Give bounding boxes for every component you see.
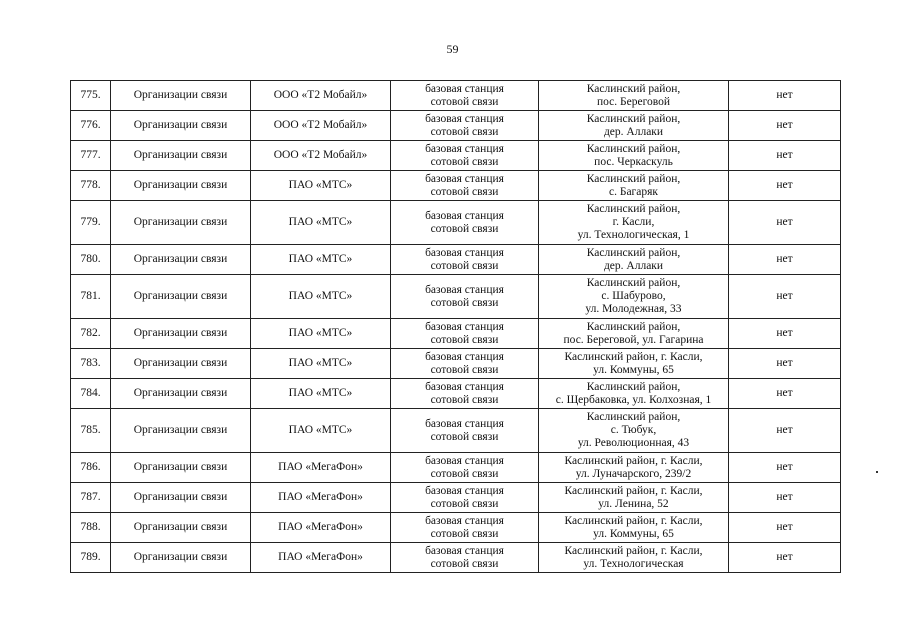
- object-type-cell: базовая станция сотовой связи: [391, 275, 539, 319]
- value-cell: нет: [729, 275, 841, 319]
- address-cell: Каслинский район, г. Касли, ул. Коммуны, 65: [539, 513, 729, 543]
- scan-speck: [876, 471, 878, 473]
- table-row: [71, 245, 841, 275]
- value-cell: нет: [729, 245, 841, 275]
- row-number: 786.: [71, 453, 111, 483]
- organization-cell: ПАО «МегаФон»: [251, 543, 391, 573]
- category-cell: Организации связи: [111, 513, 251, 543]
- organization-cell: ПАО «МТС»: [251, 275, 391, 319]
- table-row: [71, 319, 841, 349]
- address-cell: Каслинский район, г. Касли, ул. Луначарского, 239/2: [539, 453, 729, 483]
- table-body: [71, 81, 841, 573]
- registry-table: [70, 80, 841, 573]
- address-cell: Каслинский район, с. Шабурово, ул. Молодежная, 33: [539, 275, 729, 319]
- object-type-cell: базовая станция сотовой связи: [391, 111, 539, 141]
- address-cell: Каслинский район, г. Касли, ул. Технологическая, 1: [539, 201, 729, 245]
- value-cell: нет: [729, 349, 841, 379]
- value-cell: нет: [729, 483, 841, 513]
- category-cell: Организации связи: [111, 409, 251, 453]
- row-number: 787.: [71, 483, 111, 513]
- table-row: [71, 171, 841, 201]
- organization-cell: ПАО «МТС»: [251, 379, 391, 409]
- object-type-cell: базовая станция сотовой связи: [391, 349, 539, 379]
- organization-cell: ПАО «МегаФон»: [251, 513, 391, 543]
- organization-cell: ПАО «МТС»: [251, 245, 391, 275]
- object-type-cell: базовая станция сотовой связи: [391, 409, 539, 453]
- address-cell: Каслинский район, пос. Береговой: [539, 81, 729, 111]
- object-type-cell: базовая станция сотовой связи: [391, 245, 539, 275]
- category-cell: Организации связи: [111, 245, 251, 275]
- object-type-cell: базовая станция сотовой связи: [391, 171, 539, 201]
- address-cell: Каслинский район, дер. Аллаки: [539, 111, 729, 141]
- category-cell: Организации связи: [111, 141, 251, 171]
- object-type-cell: базовая станция сотовой связи: [391, 453, 539, 483]
- table-row: [71, 453, 841, 483]
- address-cell: Каслинский район, г. Касли, ул. Технологическая: [539, 543, 729, 573]
- category-cell: Организации связи: [111, 275, 251, 319]
- category-cell: Организации связи: [111, 111, 251, 141]
- organization-cell: ООО «Т2 Мобайл»: [251, 141, 391, 171]
- address-cell: Каслинский район, с. Щербаковка, ул. Колхозная, 1: [539, 379, 729, 409]
- object-type-cell: базовая станция сотовой связи: [391, 141, 539, 171]
- address-cell: Каслинский район, дер. Аллаки: [539, 245, 729, 275]
- value-cell: нет: [729, 543, 841, 573]
- category-cell: Организации связи: [111, 453, 251, 483]
- row-number: 781.: [71, 275, 111, 319]
- address-cell: Каслинский район, пос. Черкаскуль: [539, 141, 729, 171]
- category-cell: Организации связи: [111, 171, 251, 201]
- table-row: [71, 409, 841, 453]
- row-number: 788.: [71, 513, 111, 543]
- address-cell: Каслинский район, с. Багаряк: [539, 171, 729, 201]
- table-row: [71, 201, 841, 245]
- row-number: 789.: [71, 543, 111, 573]
- page-number: 59: [446, 42, 459, 56]
- table-row: [71, 111, 841, 141]
- table-row: [71, 349, 841, 379]
- address-cell: Каслинский район, пос. Береговой, ул. Гагарина: [539, 319, 729, 349]
- category-cell: Организации связи: [111, 349, 251, 379]
- object-type-cell: базовая станция сотовой связи: [391, 319, 539, 349]
- category-cell: Организации связи: [111, 201, 251, 245]
- organization-cell: ПАО «МегаФон»: [251, 483, 391, 513]
- category-cell: Организации связи: [111, 379, 251, 409]
- row-number: 783.: [71, 349, 111, 379]
- row-number: 784.: [71, 379, 111, 409]
- object-type-cell: базовая станция сотовой связи: [391, 201, 539, 245]
- row-number: 785.: [71, 409, 111, 453]
- row-number: 778.: [71, 171, 111, 201]
- value-cell: нет: [729, 453, 841, 483]
- object-type-cell: базовая станция сотовой связи: [391, 483, 539, 513]
- value-cell: нет: [729, 409, 841, 453]
- value-cell: нет: [729, 171, 841, 201]
- object-type-cell: базовая станция сотовой связи: [391, 379, 539, 409]
- value-cell: нет: [729, 319, 841, 349]
- organization-cell: ООО «Т2 Мобайл»: [251, 111, 391, 141]
- table-row: [71, 379, 841, 409]
- category-cell: Организации связи: [111, 483, 251, 513]
- row-number: 775.: [71, 81, 111, 111]
- address-cell: Каслинский район, г. Касли, ул. Коммуны, 65: [539, 349, 729, 379]
- table-row: [71, 543, 841, 573]
- category-cell: Организации связи: [111, 543, 251, 573]
- address-cell: Каслинский район, с. Тюбук, ул. Революционная, 43: [539, 409, 729, 453]
- value-cell: нет: [729, 141, 841, 171]
- category-cell: Организации связи: [111, 81, 251, 111]
- value-cell: нет: [729, 201, 841, 245]
- organization-cell: ПАО «МТС»: [251, 349, 391, 379]
- organization-cell: ПАО «МТС»: [251, 201, 391, 245]
- row-number: 780.: [71, 245, 111, 275]
- value-cell: нет: [729, 513, 841, 543]
- address-cell: Каслинский район, г. Касли, ул. Ленина, 52: [539, 483, 729, 513]
- organization-cell: ПАО «МТС»: [251, 409, 391, 453]
- organization-cell: ПАО «МегаФон»: [251, 453, 391, 483]
- row-number: 779.: [71, 201, 111, 245]
- table-row: [71, 513, 841, 543]
- table-row: [71, 483, 841, 513]
- row-number: 777.: [71, 141, 111, 171]
- table-row: [71, 275, 841, 319]
- object-type-cell: базовая станция сотовой связи: [391, 513, 539, 543]
- value-cell: нет: [729, 379, 841, 409]
- table-row: [71, 141, 841, 171]
- value-cell: нет: [729, 81, 841, 111]
- table-row: [71, 81, 841, 111]
- organization-cell: ПАО «МТС»: [251, 319, 391, 349]
- value-cell: нет: [729, 111, 841, 141]
- category-cell: Организации связи: [111, 319, 251, 349]
- row-number: 776.: [71, 111, 111, 141]
- row-number: 782.: [71, 319, 111, 349]
- organization-cell: ООО «Т2 Мобайл»: [251, 81, 391, 111]
- organization-cell: ПАО «МТС»: [251, 171, 391, 201]
- object-type-cell: базовая станция сотовой связи: [391, 543, 539, 573]
- object-type-cell: базовая станция сотовой связи: [391, 81, 539, 111]
